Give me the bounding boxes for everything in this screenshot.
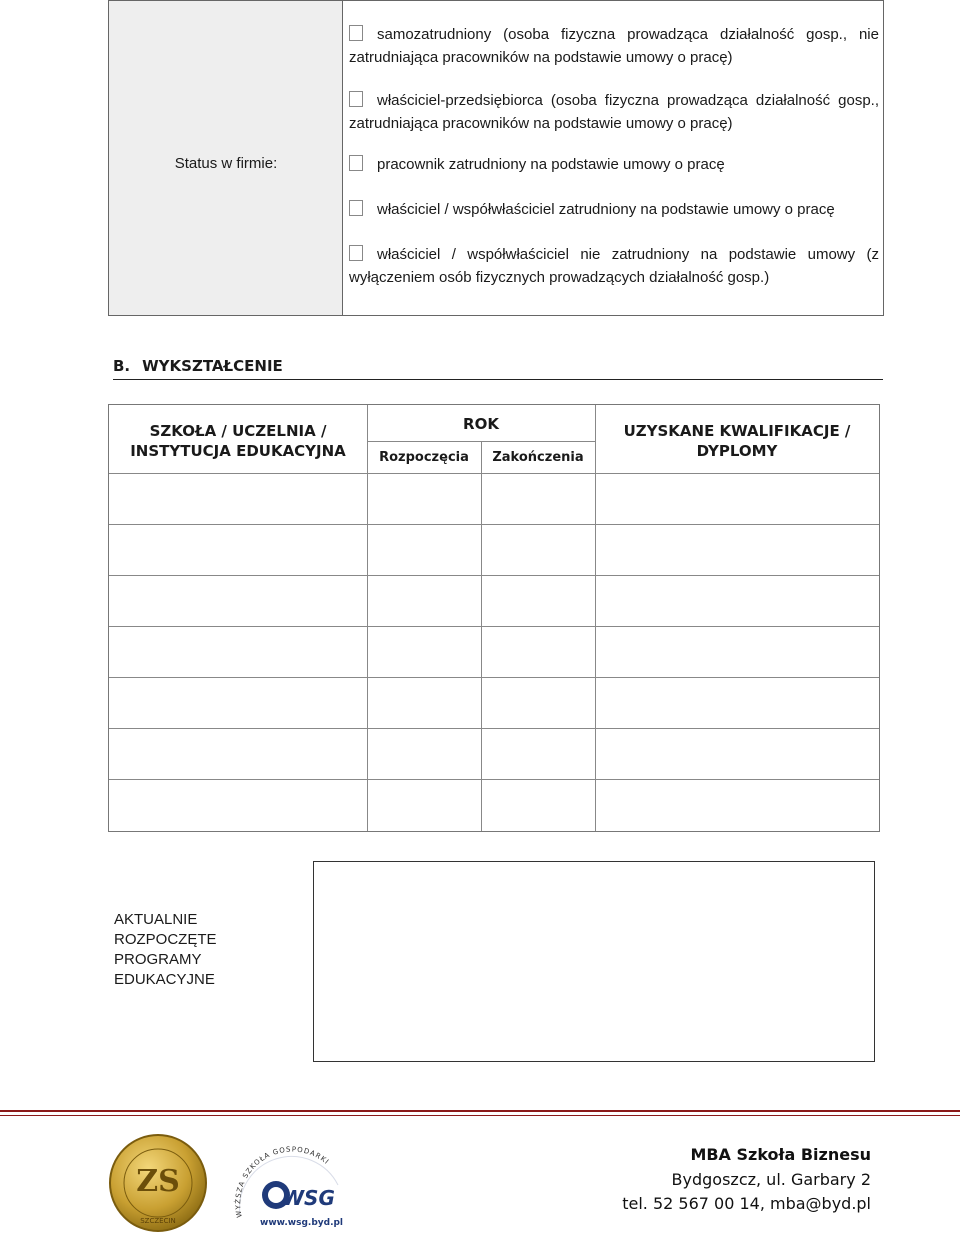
- checkbox[interactable]: [349, 245, 363, 261]
- section-rule: [113, 379, 883, 380]
- status-option-self-employed[interactable]: [349, 23, 879, 69]
- status-option-owner-entrepreneur[interactable]: [349, 89, 879, 135]
- option-label: właściciel / współwłaściciel zatrudniony na podstawie umowy o pracę: [377, 201, 835, 218]
- row-divider: [109, 626, 879, 627]
- row-divider: [109, 524, 879, 525]
- status-option-co-owner-not-employed[interactable]: [349, 243, 879, 289]
- footer-address: Bydgoszcz, ul. Garbary 2: [671, 1170, 871, 1189]
- svg-text:www.wsg.byd.pl: www.wsg.byd.pl: [260, 1218, 344, 1228]
- wsg-logo: [230, 1135, 350, 1230]
- row-divider: [109, 575, 879, 576]
- footer-title: MBA Szkoła Biznesu: [690, 1145, 871, 1164]
- svg-text:SZCZECIN: SZCZECIN: [140, 1217, 176, 1225]
- option-label: samozatrudniony (osoba fizyczna prowadząca działalność gosp., nie zatrudniająca pracowników na podstawie umowy o pracę): [349, 26, 879, 66]
- svg-text:WYŻSZA SZKOŁA GOSPODARKI: WYŻSZA SZKOŁA GOSPODARKI: [234, 1145, 331, 1219]
- header-year: ROK: [463, 415, 499, 433]
- header-school: SZKOŁA / UCZELNIA / INSTYTUCJA EDUKACYJNA: [130, 422, 346, 460]
- option-label: pracownik zatrudniony na podstawie umowy o pracę: [377, 156, 725, 173]
- status-label-cell: [109, 1, 343, 315]
- column-divider: [367, 405, 368, 831]
- svg-text:WSG: WSG: [282, 1186, 335, 1210]
- zsb-seal-logo: [108, 1133, 208, 1233]
- row-divider: [109, 677, 879, 678]
- checkbox[interactable]: [349, 25, 363, 41]
- current-programs-box[interactable]: [313, 861, 875, 1062]
- checkbox[interactable]: [349, 155, 363, 171]
- row-divider: [109, 473, 879, 474]
- status-label: Status w firmie:: [174, 155, 278, 172]
- current-programs-text: AKTUALNIE ROZPOCZĘTE PROGRAMY EDUKACYJNE: [114, 911, 217, 988]
- checkbox[interactable]: [349, 91, 363, 107]
- education-table: [108, 404, 880, 832]
- row-divider: [367, 441, 595, 442]
- svg-text:ZS: ZS: [136, 1164, 180, 1199]
- option-label: właściciel-przedsiębiorca (osoba fizyczna prowadząca działalność gosp., zatrudniająca pracowników na podstawie umowy o pracę): [349, 92, 879, 132]
- section-title: WYKSZTAŁCENIE: [142, 357, 283, 375]
- footer-contact: tel. 52 567 00 14, mba@byd.pl: [622, 1194, 871, 1213]
- header-end: Zakończenia: [492, 450, 584, 465]
- column-divider: [481, 441, 482, 831]
- status-table: [108, 0, 884, 316]
- column-divider: [595, 405, 596, 831]
- status-option-employee[interactable]: [349, 153, 879, 176]
- footer-rule: [0, 1115, 960, 1116]
- footer-rule: [0, 1110, 960, 1112]
- wsg-logo-graphic: [230, 1135, 350, 1230]
- header-qualifications: UZYSKANE KWALIFIKACJE / DYPLOMY: [623, 422, 851, 460]
- zsb-seal-graphic: [108, 1133, 208, 1233]
- option-label: właściciel / współwłaściciel nie zatrudniony na podstawie umowy (z wyłączeniem osób fizycznych prowadzących działalność gosp.): [349, 246, 879, 286]
- section-heading: [113, 357, 283, 375]
- row-divider: [109, 779, 879, 780]
- header-start: Rozpoczęcia: [379, 450, 469, 465]
- current-programs-label: [114, 910, 304, 990]
- checkbox[interactable]: [349, 200, 363, 216]
- section-number: B.: [113, 357, 131, 375]
- status-option-co-owner-employed[interactable]: [349, 198, 879, 221]
- row-divider: [109, 728, 879, 729]
